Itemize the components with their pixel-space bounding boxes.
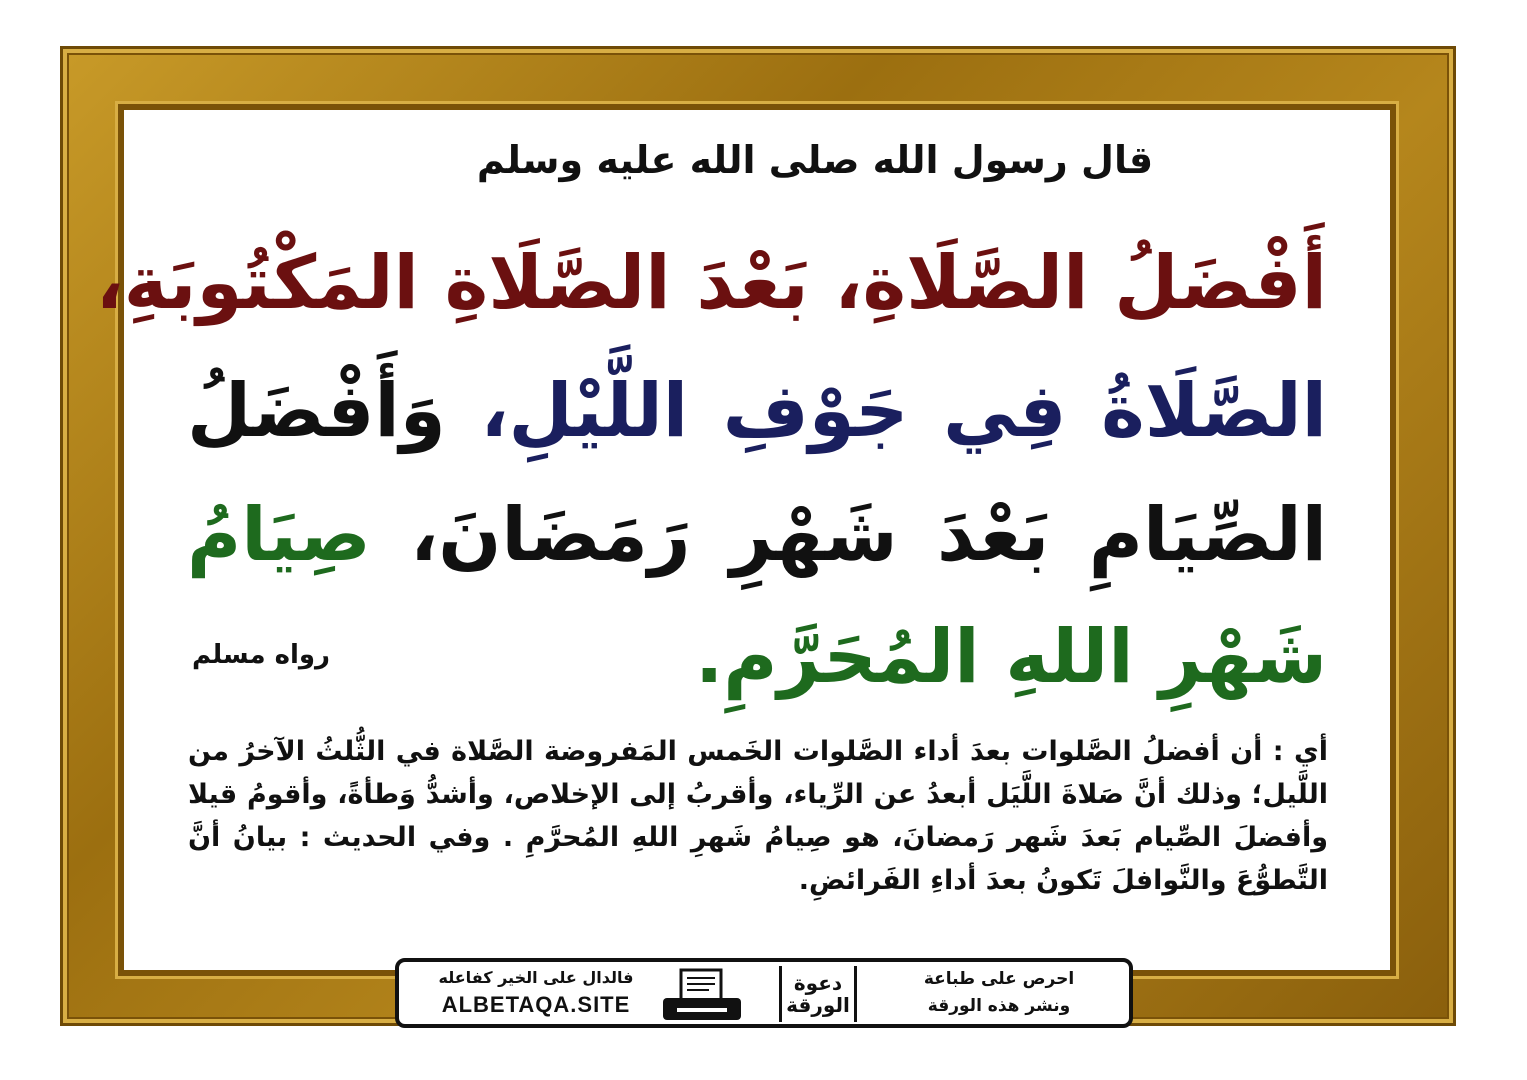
hadith-line-2 xyxy=(187,366,1327,456)
hadith-line-3-black: الصِّيَامِ بَعْدَ شَهْرِ رَمَضَانَ، xyxy=(410,492,1327,578)
narrator-label: رواه مسلم xyxy=(192,640,330,670)
hadith-line-1-text: أَفْضَلُ الصَّلَاةِ، بَعْدَ الصَّلَاةِ المَكْتُوبَةِ، xyxy=(95,240,1327,326)
hadith-line-3 xyxy=(187,490,1327,580)
hadith-line-2-black: وَأَفْضَلُ xyxy=(187,368,446,454)
dawah-logo: دعوة الورقة xyxy=(779,966,857,1022)
footer-site-block xyxy=(421,966,651,1020)
site-link[interactable]: ALBETAQA.SITE xyxy=(441,992,631,1017)
explanation-paragraph: أي : أن أفضلُ الصَّلوات بعدَ أداء الصَّلوات الخَمس المَفروضة الصَّلاة في الثُّلثُ الآخرُ من اللَّيل؛ وذلك أنَّ صَلاةَ اللَّيَل أبعدُ عن الرِّياء، وأقربُ إلى الإخلاص، وأشدُّ وَطأةً، وأقومُ قيلا وأفضلَ الصِّيام بَعدَ شَهر رَمضانَ، هو صِيامُ شَهرِ اللهِ المُحرَّمِ . وفي الحديث : بيانُ أنَّ التَّطوُّعَ والنَّوافلَ تَكونُ بعدَ أداءِ الفَرائضِ. xyxy=(188,736,1328,896)
footer-print-note xyxy=(879,966,1119,1020)
footer-print-line-1: احرص على طباعة xyxy=(923,969,1075,989)
hadith-line-3-green: صِيَامُ xyxy=(187,492,371,578)
hadith-line-4 xyxy=(187,612,1327,702)
footer-print-line-2: ونشر هذه الورقة xyxy=(927,996,1071,1016)
header-text: قال رسول الله صلى الله عليه وسلم xyxy=(476,138,1154,182)
printer-icon xyxy=(661,968,745,1024)
footer-banner xyxy=(395,958,1133,1028)
hadith-line-4-text: شَهْرِ اللهِ المُحَرَّمِ. xyxy=(695,614,1327,700)
hadith-line-1 xyxy=(95,238,1327,328)
hadith-line-2-navy: الصَّلَاةُ فِي جَوْفِ اللَّيْلِ، xyxy=(480,368,1328,454)
footer-tagline: فالدال على الخير كفاعله xyxy=(438,968,634,987)
